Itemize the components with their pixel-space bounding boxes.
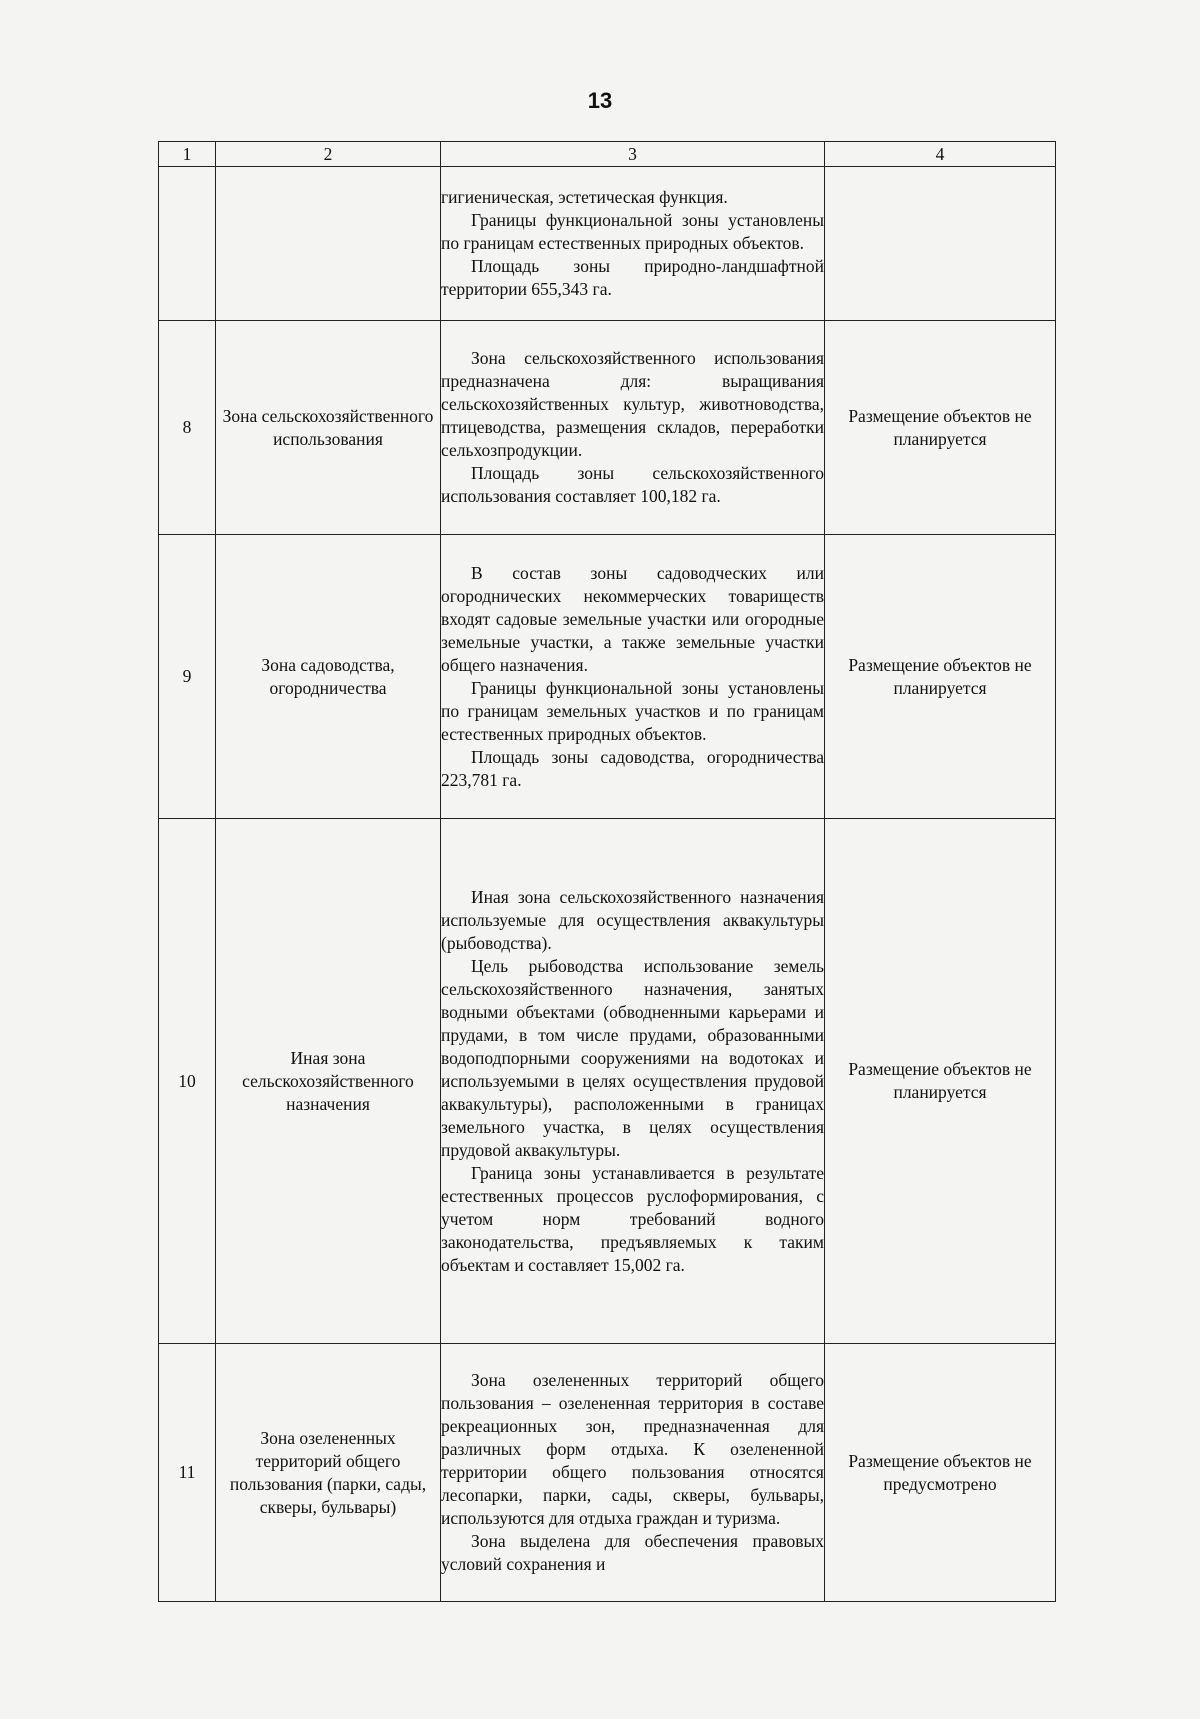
zone-name xyxy=(216,819,441,1344)
row-number: 8 xyxy=(159,321,216,535)
zone-name xyxy=(216,1344,441,1602)
zone-action-text: Размещение объектов не предусмотрено xyxy=(848,1450,1032,1494)
zone-name xyxy=(216,167,441,321)
row-number xyxy=(159,167,216,321)
zone-description xyxy=(441,167,825,321)
desc-paragraph: Иная зона сельскохозяйственного назначения используемые для осуществления аквакультуры (рыбоводства). xyxy=(441,886,824,953)
table-row xyxy=(159,535,1056,819)
desc-paragraph: Границы функциональной зоны установлены по границам естественных природных объектов. xyxy=(441,210,824,253)
desc-paragraph: В состав зоны садоводческих или огороднических некоммерческих товариществ входят садовые земельные участки или огородные земельные участки, а также земельные участки общего назначения. xyxy=(441,562,824,675)
zone-action xyxy=(825,535,1056,819)
zone-name-text: Зона сельскохозяйственного использования xyxy=(222,405,434,449)
zone-name xyxy=(216,535,441,819)
header-col-4: 4 xyxy=(825,142,1056,167)
zone-action-text: Размещение объектов не планируется xyxy=(848,654,1032,698)
zone-action-text: Размещение объектов не планируется xyxy=(848,405,1032,449)
desc-paragraph: гигиеническая, эстетическая функция. xyxy=(441,187,728,207)
table-row xyxy=(159,321,1056,535)
desc-paragraph: Площадь зоны сельскохозяйственного использования составляет 100,182 га. xyxy=(441,463,824,506)
zone-description xyxy=(441,321,825,535)
zone-name-text: Зона озелененных территорий общего пользования (парки, сады, скверы, бульвары) xyxy=(229,1427,427,1517)
desc-paragraph: Площадь зоны природно-ландшафтной территории 655,343 га. xyxy=(441,256,824,299)
zone-action xyxy=(825,321,1056,535)
row-number: 9 xyxy=(159,535,216,819)
desc-paragraph: Зона выделена для обеспечения правовых условий сохранения и xyxy=(441,1531,824,1574)
zone-description xyxy=(441,819,825,1344)
desc-paragraph: Граница зоны устанавливается в результате естественных процессов руслоформирования, с учетом норм требований водного законодательства, предъявляемых к таким объектам и составляет 15,002 га. xyxy=(441,1162,824,1275)
zone-action-text: Размещение объектов не планируется xyxy=(848,1059,1032,1102)
zone-description xyxy=(441,1344,825,1602)
desc-paragraph: Площадь зоны садоводства, огородничества 223,781 га. xyxy=(441,746,824,790)
zone-action xyxy=(825,167,1056,321)
header-col-2: 2 xyxy=(216,142,441,167)
table-row xyxy=(159,1344,1056,1602)
desc-paragraph: Зона сельскохозяйственного использования предназначена для: выращивания сельскохозяйственных культур, животноводства, птицеводства, размещения складов, переработки сельхозпродукции. xyxy=(441,348,824,460)
desc-paragraph: Зона озелененных территорий общего пользования – озелененная территория в составе рекреационных зон, предназначенная для различных форм отдыха. К озелененной территории общего пользования относятся лесопарки, парки, сады, скверы, бульвары, используются для отдыха граждан и туризма. xyxy=(441,1370,824,1528)
zone-name-text: Иная зона сельскохозяйственного назначения xyxy=(242,1047,414,1114)
page-number: 13 xyxy=(587,88,613,113)
zone-action xyxy=(825,819,1056,1344)
desc-paragraph: Границы функциональной зоны установлены по границам земельных участков и по границам естественных природных объектов. xyxy=(441,677,824,744)
zones-table xyxy=(158,141,1056,1602)
header-col-1: 1 xyxy=(159,142,216,167)
zone-name-text: Зона садоводства, огородничества xyxy=(261,654,395,698)
row-number: 10 xyxy=(159,819,216,1344)
table-row xyxy=(159,167,1056,321)
table-row xyxy=(159,819,1056,1344)
zone-action xyxy=(825,1344,1056,1602)
header-col-3: 3 xyxy=(441,142,825,167)
row-number: 11 xyxy=(159,1344,216,1602)
desc-paragraph: Цель рыбоводства использование земель сельскохозяйственного назначения, занятых водными объектами (обводненными карьерами и прудами, в том числе прудами, образованными водоподпорными сооружениями на водотоках и используемыми в целях осуществления прудовой аквакультуры), расположенными в границах земельного участка, в целях осуществления прудовой аквакультуры. xyxy=(441,955,824,1160)
table-header-row xyxy=(159,142,1056,167)
zone-name xyxy=(216,321,441,535)
zone-description xyxy=(441,535,825,819)
